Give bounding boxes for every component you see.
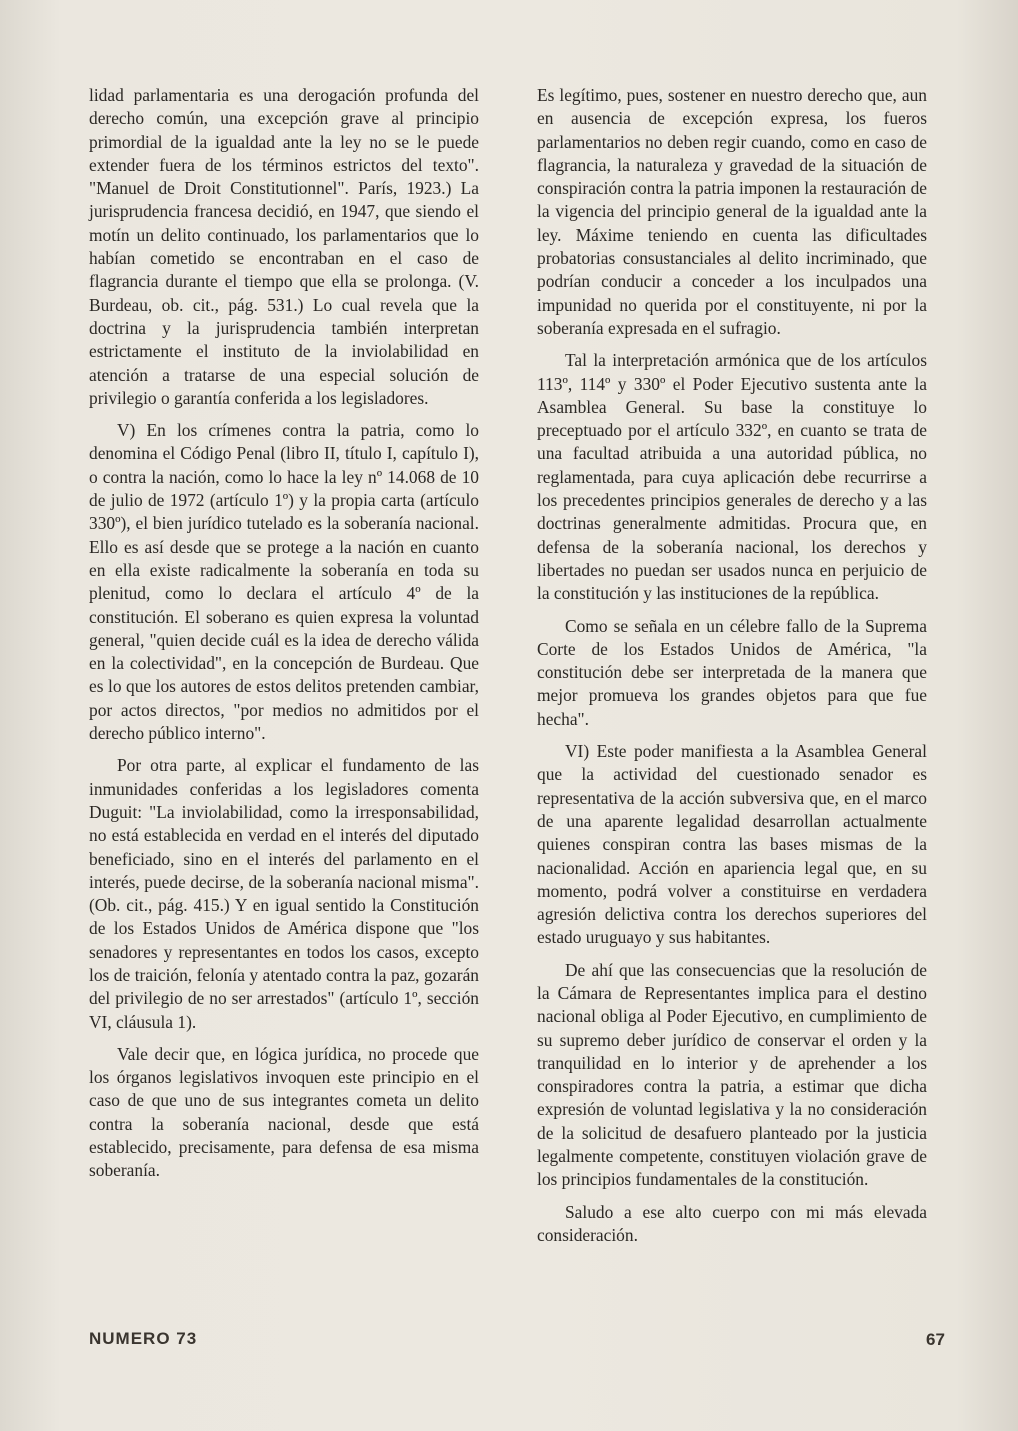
paragraph-juridical-logic: Vale decir que, en lógica jurídica, no procede que los órganos legislativos invoquen este principio en el caso de que uno de sus integrantes cometa un delito contra la soberanía nacional, desde que está establecido, precisamente, para defensa de esa misma soberanía. xyxy=(89,1043,479,1181)
paragraph-supreme-court: Como se señala en un célebre fallo de la Suprema Corte de los Estados Unidos de América, "la constitución debe ser interpretada de la manera que mejor promueva los grandes objetos para que fue hecha". xyxy=(537,615,927,729)
paragraph-harmonic-interpretation: Tal la interpretación armónica que de los artículos 113º, 114º y 330º el Poder Ejecutivo sustenta ante la Asamblea General. Su base la constituye lo preceptuado por el artículo 332º, en cuanto se trata de una facultad atribuida a una autoridad pública, no reglamentada, para cuya aplicación debe recurrirse a los precedentes principios generales de derecho y a las doctrinas generalmente admitidas. Procura que, en defensa de la soberanía nacional, los derechos y libertades no puedan ser usados nunca en perjuicio de la constitución y las instituciones de la república. xyxy=(537,350,927,604)
paragraph-duguit-quote: Por otra parte, al explicar el fundamento de las inmunidades conferidas a los legisladores comenta Duguit: "La inviolabilidad, como la irresponsabilidad, no está establecida en verdad en el interés del diputado beneficiado, sino en el interés del parlamento en el interés, puede decirse, de la soberanía nacional misma". (Ob. cit., pág. 415.) Y en igual sentido la Constitución de los Estados Unidos de América dispone que "los senadores y representantes en todos los casos, excepto los de traición, felonía y atentado contra la paz, gozarán del privilegio de no ser arrestados" (artículo 1º, sección VI, cláusula 1). xyxy=(89,755,479,1032)
paragraph-closing-salutation: Saludo a ese alto cuerpo con mi más elevada consideración. xyxy=(537,1201,927,1245)
issue-label: NUMERO 73 xyxy=(89,1329,198,1348)
paragraph-section-v: V) En los crímenes contra la patria, como lo denomina el Código Penal (libro II, título I, capítulo I), o contra la nación, como lo hace la ley nº 14.068 de 10 de julio de 1972 (artículo 1º) y la propia carta (artículo 330º), el bien jurídico tutelado es la soberanía nacional. Ello es así desde que se protege a la nación en cuanto en ella existe radicalmente la soberanía en toda su plenitud, como lo declara el artículo 4º de la constitución. El soberano es quien expresa la voluntad general, "quien decide cuál es la idea de derecho válida en la colectividad", en la concepción de Burdeau. Que es lo que los autores de estos delitos pretenden cambiar, por actos directos, "por medios no admitidos por el derecho público interno". xyxy=(89,420,479,744)
paragraph-section-vi: VI) Este poder manifiesta a la Asamblea General que la actividad del cuestionado senador es representativa de la acción subversiva que, en el marco de una aparente legalidad desarrollan actualmente quienes conspiran contra las bases mismas de la nacionalidad. Acción en apariencia legal que, en su momento, podrá volver a constituirse en verdadera agresión delictiva contra los derechos superiores del estado uruguayo y sus habitantes. xyxy=(537,741,927,948)
paragraph-inviolability-doctrine: lidad parlamentaria es una derogación profunda del derecho común, una excepción grave al principio primordial de la igualdad ante la ley no se le puede extender fuera de los términos estrictos del texto". "Manuel de Droit Constitutionnel". París, 1923.) La jurisprudencia francesa decidió, en 1947, que siendo el motín un delito continuado, los parlamentarios que lo habían cometido se encontraban en el caso de flagrancia durante el tiempo que ella se prolonga. (V. Burdeau, ob. cit., pág. 531.) Lo cual revela que la doctrina y la jurisprudencia también interpretan estrictamente el instituto de la inviolabilidad en atención a tratarse de una especial solución de privilegio o garantía conferida a los legisladores. xyxy=(89,85,479,408)
page-number: 67 xyxy=(926,1330,945,1349)
paragraph-consequences: De ahí que las consecuencias que la resolución de la Cámara de Representantes implica para el destino nacional obliga al Poder Ejecutivo, en cumplimiento de su supremo deber jurídico de conservar el orden y la tranquilidad en lo interior y de aprehender a los conspiradores contra la patria, a estimar que dicha expresión de voluntad legislativa y la no consideración de la solicitud de desafuero planteado por la justicia legalmente competente, constituyen violación grave de los principios fundamentales de la constitución. xyxy=(537,959,927,1190)
right-column xyxy=(537,84,927,1256)
left-column xyxy=(89,84,479,1192)
paragraph-parliamentary-privileges: Es legítimo, pues, sostener en nuestro derecho que, aun en ausencia de excepción expresa, los fueros parlamentarios no deben regir cuando, como en caso de flagrancia, la naturaleza y gravedad de la situación de conspiración contra la patria imponen la restauración de la vigencia del principio general de la igualdad ante la ley. Máxime teniendo en cuenta las dificultades probatorias consustanciales al delito incriminado, que podrían conducir a conceder a los inculpados una impunidad no querida por el constituyente, ni por la soberanía expresada en el sufragio. xyxy=(537,85,927,338)
